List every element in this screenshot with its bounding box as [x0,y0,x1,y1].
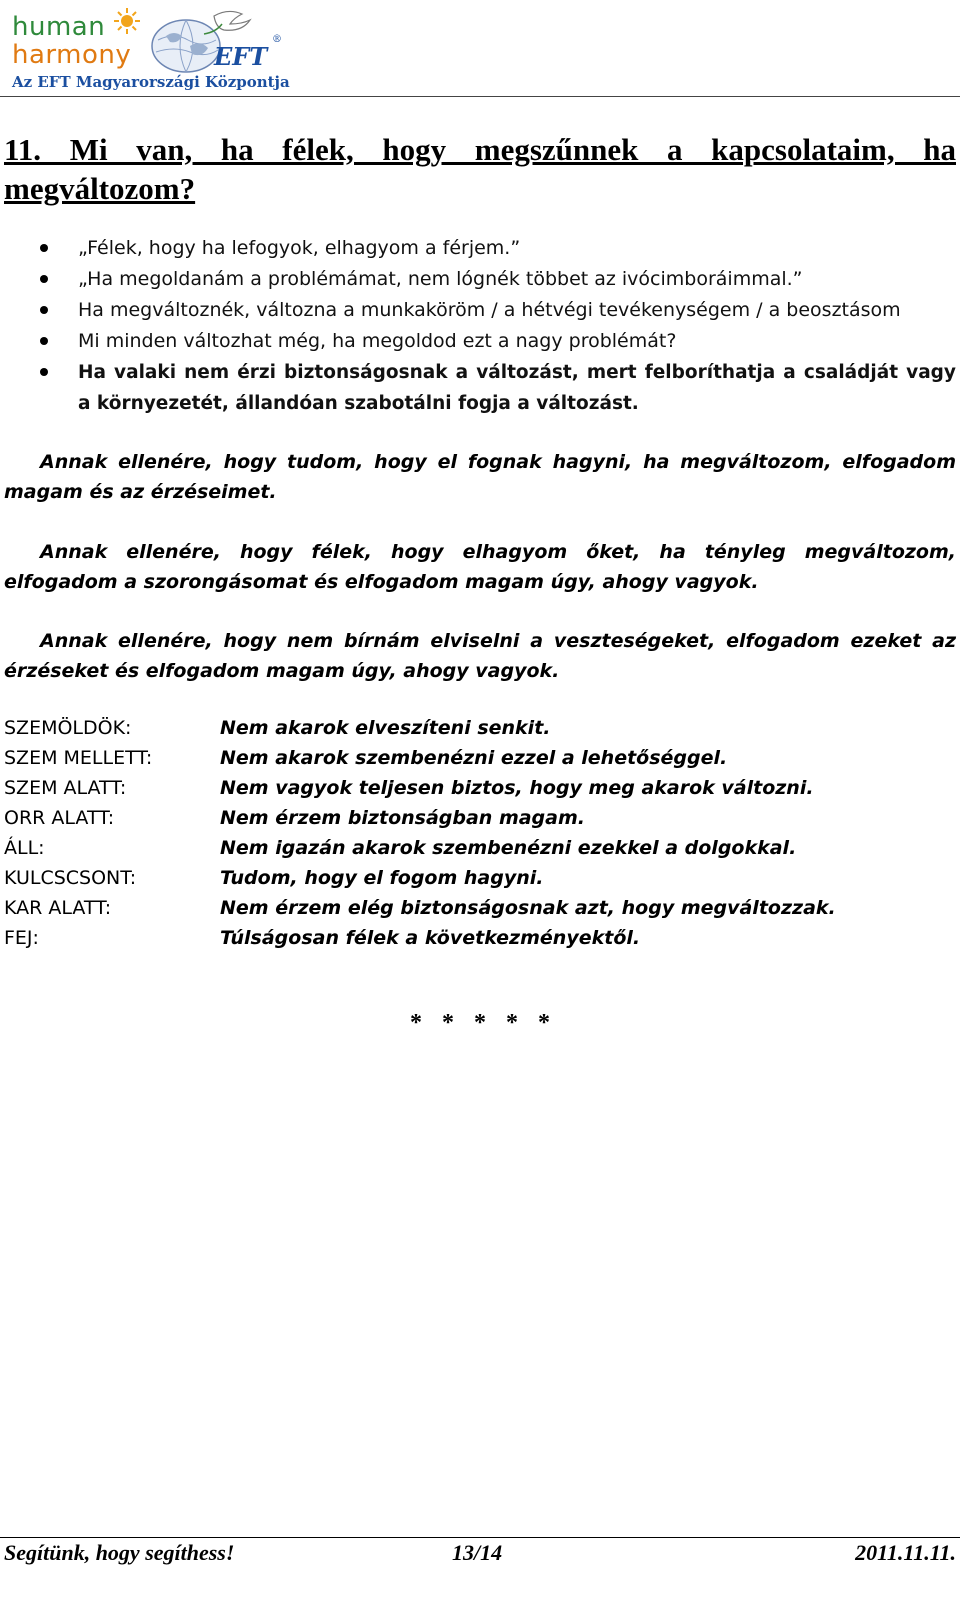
tapping-point: SZEM MELLETT: [4,747,153,769]
reminder-phrase: Nem érzem biztonságban magam. [220,807,585,829]
page-footer [4,1540,956,1570]
list-item-text: „Félek, hogy ha lefogyok, elhagyom a férjem.” [78,237,521,259]
separator-star: * [474,1010,486,1036]
separator-star: * [410,1010,422,1036]
separator-star: * [506,1010,518,1036]
separator-star: * [442,1010,454,1036]
page-header [0,0,960,100]
list-item [0,295,960,326]
example-list [0,233,960,419]
tapping-row [4,863,836,893]
list-item-text: Ha megváltoznék, változna a munkaköröm / a hétvégi tevékenységem / a beosztásom [78,299,901,321]
tapping-point: ÁLL: [4,837,45,859]
bullet-icon [40,275,48,283]
section-separator [0,1010,960,1037]
bullet-icon [40,244,48,252]
logo-text-harmony: harmony [12,40,132,70]
tapping-point: KULCSCSONT: [4,867,137,889]
reminder-phrase: Nem akarok elveszíteni senkit. [220,717,551,739]
setup-statement-1: Annak ellenére, hogy tudom, hogy el fognak hagyni, ha megváltozom, elfogadom magam és az érzéseimet. [4,451,956,503]
logo-text-eft: EFT [214,42,268,71]
list-item [0,357,960,419]
list-item [0,264,960,295]
tapping-point: FEJ: [4,927,39,949]
tapping-row [4,833,836,863]
tapping-point: ORR ALATT: [4,807,115,829]
reminder-phrase: Nem érzem elég biztonságosnak azt, hogy megváltozzak. [220,897,836,919]
section-title: 11. Mi van, ha félek, hogy megszűnnek a kapcsolataim, ha megváltozom? [4,132,956,206]
page-number: 13/14 [452,1540,503,1565]
tapping-row [4,893,836,923]
setup-statement-2: Annak ellenére, hogy félek, hogy elhagyom őket, ha tényleg megváltozom, elfogadom a szorongásomat és elfogadom magam úgy, ahogy vagyok. [4,541,956,593]
footer-divider [0,1537,960,1538]
tapping-point: SZEMÖLDÖK: [4,717,132,739]
tapping-sequence [4,713,836,953]
tapping-point: SZEM ALATT: [4,777,127,799]
reminder-phrase: Nem vagyok teljesen biztos, hogy meg akarok változni. [220,777,814,799]
bullet-icon [40,306,48,314]
footer-slogan: Segítünk, hogy segíthess! [4,1540,235,1565]
tapping-row [4,743,836,773]
human-harmony-eft-logo [4,2,290,94]
list-item-text: Mi minden változhat még, ha megoldod ezt a nagy problémát? [78,330,677,352]
reminder-phrase: Túlságosan félek a következményektől. [220,927,641,949]
setup-statement-3: Annak ellenére, hogy nem bírnám elviselni a veszteségeket, elfogadom ezeket az érzéseket és elfogadom magam úgy, ahogy vagyok. [4,630,956,682]
reminder-phrase: Nem akarok szembenézni ezzel a lehetőséggel. [220,747,728,769]
list-item [0,233,960,264]
logo-registered-mark: ® [272,34,282,45]
bullet-icon [40,337,48,345]
list-item [0,326,960,357]
tapping-row [4,923,836,953]
list-item-text: „Ha megoldanám a problémámat, nem lógnék többet az ivócimboráimmal.” [78,268,803,290]
list-item-text: Ha valaki nem érzi biztonságosnak a változást, mert felboríthatja a családját vagy a környezetét, állandóan szabotálni fogja a változást. [78,362,956,414]
logo-caption: Az EFT Magyarországi Központja [12,73,290,91]
reminder-phrase: Nem igazán akarok szembenézni ezekkel a dolgokkal. [220,837,797,859]
tapping-row [4,773,836,803]
logo-text-human: human [12,12,106,42]
separator-star: * [538,1010,550,1036]
tapping-row [4,803,836,833]
footer-date: 2011.11.11. [855,1540,956,1565]
tapping-row [4,713,836,743]
tapping-point: KAR ALATT: [4,897,112,919]
bullet-icon [40,368,48,376]
header-divider [0,96,960,97]
reminder-phrase: Tudom, hogy el fogom hagyni. [220,867,544,889]
sun-icon [114,8,140,34]
